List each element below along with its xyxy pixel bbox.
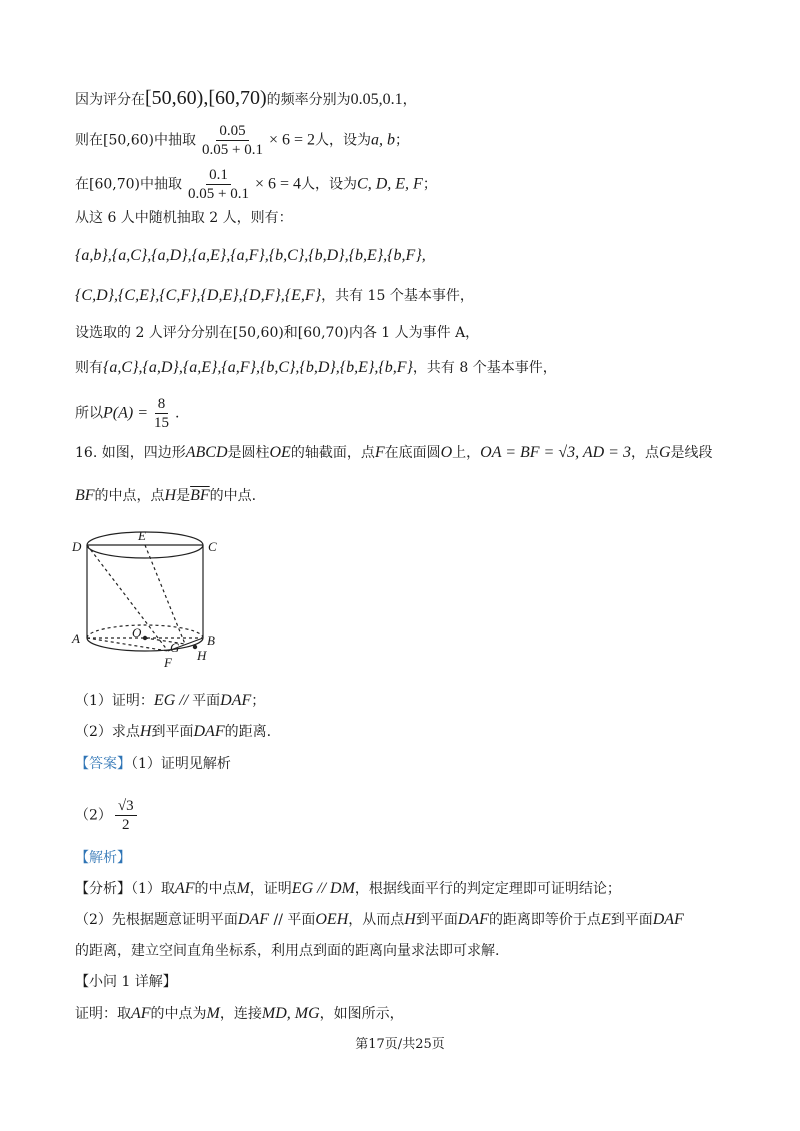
fraction: $\frac{0.1}{0.05 + 0.1}$ <box>188 167 249 202</box>
segment-af <box>87 638 168 651</box>
analysis-label: 【解析】 <box>75 850 131 866</box>
label-o: O <box>132 625 142 640</box>
fraction: $\frac{8}{15}$ <box>154 396 169 431</box>
analysis-line-1: 【分析】（1）取AF的中点M，证明EG // DM，根据线面平行的判定定理即可证明结论； <box>75 880 621 897</box>
question-2: （2）求点H到平面DAF的距离. <box>75 723 272 740</box>
answer-label: 【答案】 <box>75 756 131 772</box>
proof-line-1: 证明：取AF的中点为M，连接MD, MG，如图所示， <box>75 1005 404 1022</box>
answer-line-1: 【答案】（1）证明见解析 <box>75 756 231 772</box>
solution-line-4: 从这 6 人中随机抽取 2 人，则有： <box>75 210 293 226</box>
solution-line-8: 则有{a,C},{a,D},{a,E},{a,F},{b,C},{b,D},{b,E},{b,F}，共有 8 个基本事件， <box>75 359 557 376</box>
problem-16-line-1: 16. 如图，四边形ABCD是圆柱OE的轴截面，点F在底面圆O上，OA = BF = √3, AD = 3，点G是线段 <box>75 444 713 461</box>
question-1: （1）证明：EG // 平面DAF； <box>75 692 266 709</box>
solution-line-1: 因为评分在[50,60),[60,70)的频率分别为0.05,0.1， <box>75 87 417 109</box>
page-number: 第17页/共25页 <box>355 1037 445 1052</box>
analysis-line-2: （2）先根据题意证明平面DAF // 平面OEH，从而点H到平面DAF的距离即等价于点E到平面DAF <box>75 911 684 928</box>
problem-16-line-2: BF的中点，点H是$\overline{BF}$的中点. <box>75 487 257 504</box>
label-f: F <box>164 655 172 670</box>
segment-eg <box>145 545 185 644</box>
segment-df <box>87 545 168 651</box>
fraction: $\frac{0.05}{0.05 + 0.1}$ <box>202 123 263 158</box>
cylinder-figure <box>70 525 230 680</box>
solution-line-9: 所以P(A) = $\frac{8}{15}$ . <box>75 396 180 431</box>
label-d: D <box>72 539 82 554</box>
analysis-line-3: 的距离，建立空间直角坐标系，利用点到面的距离向量求法即可求解. <box>75 943 500 959</box>
label-a: A <box>72 631 80 646</box>
solution-line-7: 设选取的 2 人评分分别在[50,60)和[60,70)内各 1 人为事件 A， <box>75 325 480 341</box>
label-h: H <box>197 648 207 663</box>
sub-question-label: 【小问 1 详解】 <box>75 974 177 990</box>
fraction: $\frac{√3}{2}$ <box>115 797 137 834</box>
label-b: B <box>207 633 215 648</box>
solution-line-3: 在[60,70)中抽取 $\frac{0.1}{0.05 + 0.1}$ × 6 = 4人，设为C, D, E, F； <box>75 167 437 202</box>
answer-line-2: （2） $\frac{√3}{2}$ <box>75 797 140 834</box>
label-g: G <box>170 640 180 655</box>
label-c: C <box>208 539 217 554</box>
solution-line-5: {a,b},{a,C},{a,D},{a,E},{a,F},{b,C},{b,D},{b,E},{b,F}, <box>75 247 426 264</box>
point-o <box>143 636 147 640</box>
solution-line-2: 则在[50,60)中抽取 $\frac{0.05}{0.05 + 0.1}$ × 6 = 2人，设为a, b； <box>75 123 410 158</box>
solution-line-6: {C,D},{C,E},{C,F},{D,E},{D,F},{E,F}，共有 15 个基本事件， <box>75 287 474 304</box>
label-e: E <box>138 528 146 543</box>
